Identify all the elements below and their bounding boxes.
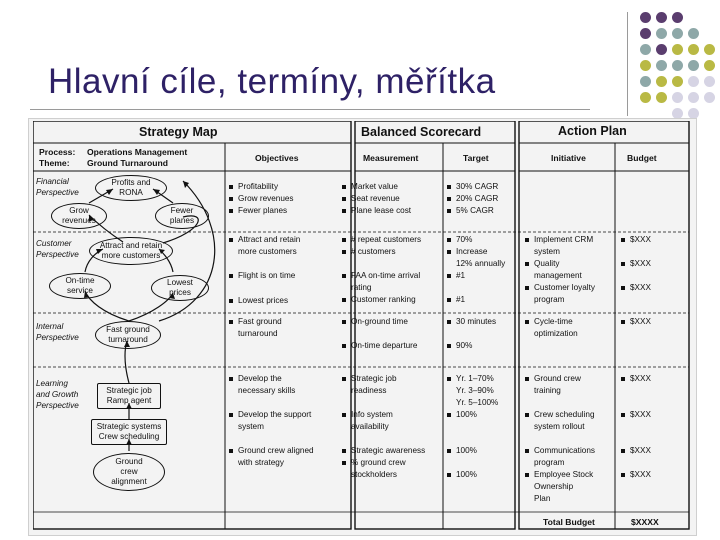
bullet: [447, 185, 451, 189]
bullet: [525, 238, 529, 242]
measurement-item: FAA on-time arrival: [351, 271, 421, 280]
initiative-item: optimization: [534, 329, 578, 338]
target-item: #1: [456, 271, 466, 280]
bullet: [447, 344, 451, 348]
target-item: 100%: [456, 410, 477, 419]
node-grow-revenues: [51, 203, 107, 229]
objectives-header: Objectives: [255, 153, 299, 163]
budget-item: $XXX: [630, 235, 651, 244]
objective-item: Fast ground: [238, 317, 282, 326]
node-lowest-prices: [151, 275, 209, 301]
bullet: [621, 238, 625, 242]
initiative-item: Employee Stock: [534, 470, 594, 479]
initiative-item: Customer loyalty: [534, 283, 595, 292]
node-label: Strategic job: [106, 386, 152, 395]
bullet: [342, 377, 346, 381]
node-fewer-planes: [155, 203, 209, 229]
dot: [672, 12, 683, 23]
objective-item: more customers: [238, 247, 297, 256]
strategy-document-image: [28, 118, 697, 536]
objective-item: Grow revenues: [238, 194, 294, 203]
measurement-item: Seat revenue: [351, 194, 400, 203]
bullet: [621, 473, 625, 477]
objective-item: Flight is on time: [238, 271, 296, 280]
initiative-item: Quality: [534, 259, 560, 268]
initiative-header: Initiative: [551, 153, 586, 163]
measurement-header: Measurement: [363, 153, 419, 163]
perspective-learning-3: Perspective: [36, 401, 79, 410]
budget-item: $XXX: [630, 259, 651, 268]
bullet: [447, 473, 451, 477]
budget-header: Budget: [627, 153, 657, 163]
bullet: [342, 298, 346, 302]
initiative-item: Crew scheduling: [534, 410, 595, 419]
node-ground-crew: [93, 453, 165, 491]
node-strategic-systems: [91, 419, 167, 445]
node-attract-retain: [89, 237, 173, 265]
bullet: [621, 286, 625, 290]
bullet: [447, 298, 451, 302]
strategy-map-header: Strategy Map: [139, 125, 218, 139]
dot: [672, 76, 683, 87]
dot: [704, 60, 715, 71]
balanced-scorecard-header: Balanced Scorecard: [361, 125, 482, 139]
target-item: 90%: [456, 341, 473, 350]
dot: [640, 12, 651, 23]
objective-item: Fewer planes: [238, 206, 288, 215]
decorative-vertical-rule: [627, 12, 628, 116]
node-label: crew: [120, 467, 138, 476]
dot: [704, 76, 715, 87]
bullet: [342, 449, 346, 453]
bullet: [229, 377, 233, 381]
node-label: Ramp agent: [106, 396, 152, 405]
bullet: [342, 238, 346, 242]
dot: [688, 28, 699, 39]
decorative-horizontal-rule: [30, 109, 590, 110]
node-label: prices: [169, 288, 191, 297]
dot: [656, 28, 667, 39]
node-ontime-service: [49, 273, 111, 299]
dot: [672, 28, 683, 39]
budget-item: $XXX: [630, 470, 651, 479]
theme-value: Ground Turnaround: [87, 158, 168, 168]
bullet: [525, 413, 529, 417]
perspective-financial-2: Perspective: [36, 188, 79, 197]
objective-item: turnaround: [238, 329, 278, 338]
dot: [704, 92, 715, 103]
process-label: Process:: [39, 147, 76, 157]
bullet: [447, 413, 451, 417]
bullet: [621, 377, 625, 381]
perspective-learning-2: and Growth: [36, 390, 79, 399]
dot: [688, 76, 699, 87]
dot: [640, 60, 651, 71]
node-label: turnaround: [108, 335, 148, 344]
bullet: [447, 274, 451, 278]
node-label: revenues: [62, 216, 96, 225]
target-item: 30% CAGR: [456, 182, 499, 191]
target-item: 12% annually: [456, 259, 506, 268]
node-label: alignment: [111, 477, 147, 486]
bullet: [229, 209, 233, 213]
node-label: RONA: [119, 188, 143, 197]
node-label: more customers: [101, 251, 161, 260]
bullet: [525, 286, 529, 290]
measurement-item: Plane lease cost: [351, 206, 412, 215]
node-label: Ground: [115, 457, 143, 466]
perspective-financial: Financial: [36, 177, 69, 186]
perspective-learning: Learning: [36, 379, 68, 388]
budget-item: $XXX: [630, 374, 651, 383]
measurement-item: Strategic awareness: [351, 446, 426, 455]
bullet: [229, 320, 233, 324]
bullet: [342, 461, 346, 465]
target-item: 70%: [456, 235, 473, 244]
dot: [656, 60, 667, 71]
node-label: Fewer: [170, 206, 194, 215]
measurement-item: On-time departure: [351, 341, 418, 350]
measurement-item: % ground crew: [351, 458, 406, 467]
dot: [688, 60, 699, 71]
dot: [656, 92, 667, 103]
bullet: [229, 197, 233, 201]
budget-item: $XXX: [630, 446, 651, 455]
bullet: [342, 413, 346, 417]
bullet: [621, 320, 625, 324]
bullet: [342, 209, 346, 213]
bullet: [447, 238, 451, 242]
dot: [688, 44, 699, 55]
node-label: Fast ground: [106, 325, 150, 334]
bullet: [342, 344, 346, 348]
document-frame: [33, 121, 691, 531]
bullet: [621, 262, 625, 266]
dot: [672, 60, 683, 71]
node-label: Strategic systems: [96, 422, 162, 431]
bullet: [447, 250, 451, 254]
bullet: [229, 238, 233, 242]
initiative-item: training: [534, 386, 561, 395]
budget-item: $XXX: [630, 410, 651, 419]
measurement-item: rating: [351, 283, 372, 292]
dot: [656, 44, 667, 55]
bullet: [525, 473, 529, 477]
node-strategic-job: [97, 383, 161, 409]
dot: [672, 92, 683, 103]
node-label: Attract and retain: [99, 241, 163, 250]
measurement-item: Customer ranking: [351, 295, 416, 304]
measurement-item: Market value: [351, 182, 398, 191]
target-item: 100%: [456, 446, 477, 455]
node-label: service: [67, 286, 93, 295]
theme-label: Theme:: [39, 158, 70, 168]
bullet: [447, 320, 451, 324]
target-item: Yr. 5–100%: [456, 398, 499, 407]
dot: [688, 92, 699, 103]
target-item: #1: [456, 295, 466, 304]
dot: [672, 44, 683, 55]
objective-item: necessary skills: [238, 386, 296, 395]
target-item: 20% CAGR: [456, 194, 499, 203]
node-fast-ground: [95, 321, 161, 349]
bullet: [342, 320, 346, 324]
bullet: [342, 197, 346, 201]
bullet: [229, 413, 233, 417]
budget-item: $XXX: [630, 283, 651, 292]
initiative-item: system rollout: [534, 422, 585, 431]
target-item: 30 minutes: [456, 317, 497, 326]
measurement-item: Strategic job: [351, 374, 397, 383]
bullet: [342, 185, 346, 189]
target-item: Yr. 3–90%: [456, 386, 494, 395]
action-plan-header: Action Plan: [558, 124, 627, 138]
target-item: 100%: [456, 470, 477, 479]
dot: [640, 28, 651, 39]
measurement-item: On-ground time: [351, 317, 408, 326]
bullet: [229, 274, 233, 278]
perspective-customer-2: Perspective: [36, 250, 79, 259]
bullet: [447, 377, 451, 381]
bullet: [447, 209, 451, 213]
node-label: Grow: [69, 206, 89, 215]
target-header: Target: [463, 153, 489, 163]
measurement-item: availability: [351, 422, 389, 431]
bullet: [342, 250, 346, 254]
initiative-item: management: [534, 271, 582, 280]
dot: [640, 76, 651, 87]
bullet: [621, 449, 625, 453]
initiative-item: Ownership: [534, 482, 574, 491]
bullet: [621, 413, 625, 417]
initiative-item: program: [534, 458, 565, 467]
measurement-item: # customers: [351, 247, 396, 256]
bullet: [342, 274, 346, 278]
measurement-item: Info system: [351, 410, 393, 419]
node-label: Lowest: [167, 278, 193, 287]
target-item: 5% CAGR: [456, 206, 494, 215]
slide-title: Hlavní cíle, termíny, měřítka: [48, 62, 496, 101]
perspective-internal-2: Perspective: [36, 333, 79, 342]
node-profits: [95, 175, 167, 201]
bullet: [525, 320, 529, 324]
measurement-item: # repeat customers: [351, 235, 422, 244]
objective-item: Profitability: [238, 182, 279, 191]
dot: [704, 44, 715, 55]
bullet: [525, 449, 529, 453]
dot: [656, 12, 667, 23]
node-label: Profits and: [111, 178, 151, 187]
bullet: [525, 262, 529, 266]
bullet: [447, 449, 451, 453]
objective-item: Develop the: [238, 374, 282, 383]
target-item: Increase: [456, 247, 488, 256]
objective-item: with strategy: [238, 458, 284, 467]
initiative-item: Implement CRM: [534, 235, 594, 244]
objective-item: Lowest prices: [238, 296, 289, 305]
initiative-item: Ground crew: [534, 374, 581, 383]
initiative-item: Plan: [534, 494, 551, 503]
node-label: Crew scheduling: [98, 432, 160, 441]
node-label: On-time: [65, 276, 95, 285]
bullet: [229, 299, 233, 303]
initiative-item: Cycle-time: [534, 317, 573, 326]
measurement-item: stockholders: [351, 470, 397, 479]
bullet: [229, 449, 233, 453]
initiative-item: program: [534, 295, 565, 304]
target-item: Yr. 1–70%: [456, 374, 494, 383]
objective-item: Ground crew aligned: [238, 446, 314, 455]
process-value: Operations Management: [87, 147, 188, 157]
objective-item: system: [238, 422, 264, 431]
objective-item: Attract and retain: [238, 235, 301, 244]
node-label: planes: [169, 216, 195, 225]
dot: [656, 76, 667, 87]
dot: [640, 44, 651, 55]
objective-item: Develop the support: [238, 410, 312, 419]
budget-item: $XXX: [630, 317, 651, 326]
total-budget-label: Total Budget: [543, 517, 595, 527]
perspective-internal: Internal: [36, 322, 64, 331]
bullet: [525, 377, 529, 381]
dot: [640, 92, 651, 103]
initiative-item: Communications: [534, 446, 595, 455]
perspective-customer: Customer: [36, 239, 72, 248]
total-budget-value: $XXXX: [631, 517, 659, 527]
initiative-item: system: [534, 247, 560, 256]
bullet: [229, 185, 233, 189]
bullet: [447, 197, 451, 201]
measurement-item: readiness: [351, 386, 387, 395]
